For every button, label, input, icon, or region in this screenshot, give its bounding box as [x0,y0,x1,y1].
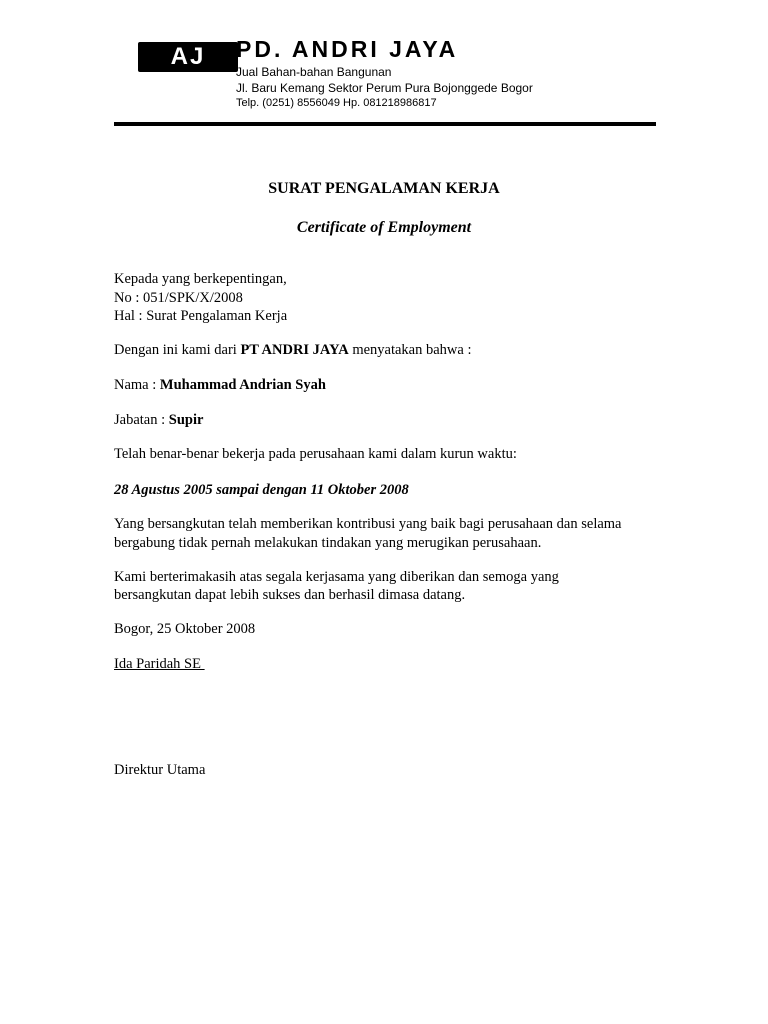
place-date: Bogor, 25 Oktober 2008 [114,621,256,637]
employee-name-row [114,377,326,394]
addressee: Kepada yang berkepentingan, [114,271,287,287]
intro-statement [114,342,471,359]
position-value: Supir [168,412,204,428]
letterhead-divider [114,122,656,126]
employment-period: 28 Agustus 2005 sampai dengan 11 Oktober 2008 [114,482,409,498]
company-business: Jual Bahan-bahan Bangunan [236,65,392,79]
signatory-name: Ida Paridah SE [114,656,205,672]
position-label: Jabatan : [114,412,169,428]
company-logo: AJ [138,42,238,72]
letter-subject: Hal : Surat Pengalaman Kerja [114,308,288,324]
work-statement: Telah benar-benar bekerja pada perusahaan kami dalam kurun waktu: [114,446,517,462]
employee-position-row [114,412,203,429]
document-subtitle: Certificate of Employment [296,219,472,236]
intro-suffix: menyatakan bahwa : [348,342,472,358]
paragraph2-line2: bersangkutan dapat lebih sukses dan berhasil dimasa datang. [114,587,466,603]
company-phone: Telp. (0251) 8556049 Hp. 081218986817 [236,97,437,109]
company-address: Jl. Baru Kemang Sektor Perum Pura Bojonggede Bogor [236,81,533,95]
intro-company: PT ANDRI JAYA [240,342,349,358]
signatory-title: Direktur Utama [114,762,206,778]
paragraph2-line1: Kami berterimakasih atas segala kerjasama yang diberikan dan semoga yang [114,569,559,585]
letterhead [118,30,658,120]
letter-number: No : 051/SPK/X/2008 [114,290,243,306]
intro-prefix: Dengan ini kami dari [114,342,241,358]
company-name: PD. ANDRI JAYA [236,36,459,62]
document-title: SURAT PENGALAMAN KERJA [268,180,500,197]
paragraph1-line2: bergabung tidak pernah melakukan tindakan yang merugikan perusahaan. [114,535,542,551]
paragraph1-line1: Yang bersangkutan telah memberikan kontribusi yang baik bagi perusahaan dan selama [114,516,622,532]
name-value: Muhammad Andrian Syah [159,377,326,393]
name-label: Nama : [114,377,160,393]
